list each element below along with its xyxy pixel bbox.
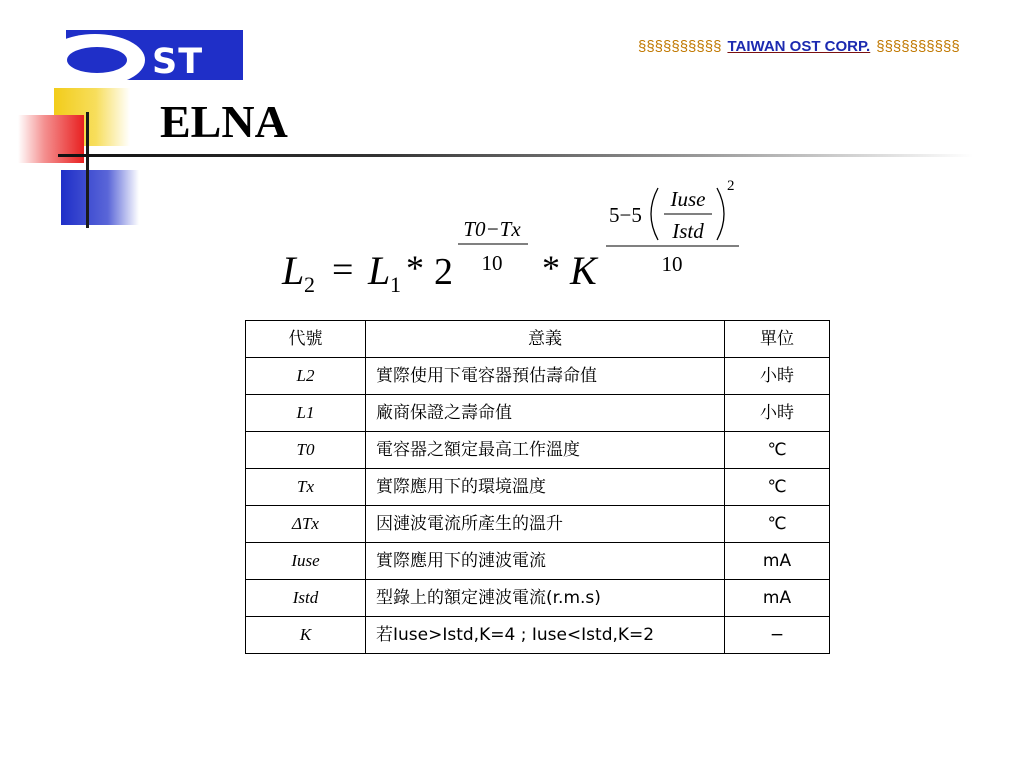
cell-unit: 小時 — [725, 358, 830, 395]
cell-code: K — [246, 617, 366, 654]
cell-meaning: 因漣波電流所產生的溫升 — [366, 506, 725, 543]
table-row — [246, 469, 830, 506]
table-row — [246, 543, 830, 580]
formula-star-2: * — [542, 248, 560, 288]
cell-unit: 小時 — [725, 395, 830, 432]
cell-code: Iuse — [246, 543, 366, 580]
cell-unit: ℃ — [725, 506, 830, 543]
cell-unit: ℃ — [725, 469, 830, 506]
table-row — [246, 617, 830, 654]
life-formula — [280, 176, 740, 296]
logo-text: ST — [152, 42, 204, 82]
company-name-link[interactable]: TAIWAN OST CORP. — [727, 38, 871, 55]
formula-two: 2 — [434, 251, 453, 293]
formula-svg — [280, 176, 740, 296]
cell-meaning: 若Iuse>Istd,K=4 ; Iuse<Istd,K=2 — [366, 617, 725, 654]
cell-unit: mA — [725, 543, 830, 580]
formula-lhs-sub: 2 — [304, 272, 315, 297]
formula-star-1: * — [406, 248, 424, 288]
section-marks-right: §§§§§§§§§§ — [876, 38, 960, 55]
cell-unit: ℃ — [725, 432, 830, 469]
formula-equals: = — [332, 249, 354, 291]
deco-blue-block — [61, 170, 139, 225]
table-row — [246, 580, 830, 617]
cell-code: T0 — [246, 432, 366, 469]
formula-exp2-prefix: 5−5 — [609, 203, 642, 227]
formula-exp1-denominator: 10 — [481, 251, 503, 275]
cell-unit: − — [725, 617, 830, 654]
cell-meaning: 實際應用下的漣波電流 — [366, 543, 725, 580]
cell-code: ΔTx — [246, 506, 366, 543]
formula-exp2-power: 2 — [727, 178, 735, 194]
header-code: 代號 — [246, 321, 366, 358]
cell-meaning: 型錄上的額定漣波電流(r.m.s) — [366, 580, 725, 617]
logo-o-center — [67, 47, 127, 73]
table-row — [246, 432, 830, 469]
formula-exp2-left-paren — [651, 188, 658, 240]
page-title: ELNA — [160, 96, 288, 147]
deco-vertical-line — [86, 112, 89, 228]
formula-base-sub: 1 — [390, 272, 401, 297]
section-marks-left: §§§§§§§§§§ — [638, 38, 722, 55]
formula-exp2-inner-numerator: Iuse — [670, 187, 706, 211]
title-underline — [58, 154, 973, 157]
cell-code: L1 — [246, 395, 366, 432]
cell-code: L2 — [246, 358, 366, 395]
formula-exp2-denominator: 10 — [661, 252, 683, 276]
formula-exp2-right-paren — [717, 188, 724, 240]
cell-meaning: 電容器之額定最高工作溫度 — [366, 432, 725, 469]
table-row — [246, 506, 830, 543]
header-meaning: 意義 — [366, 321, 725, 358]
formula-base-var: L — [368, 248, 391, 293]
cell-unit: mA — [725, 580, 830, 617]
formula-lhs-var: L — [282, 248, 305, 293]
formula-exp2-inner-denominator: Istd — [672, 219, 704, 243]
variable-table — [245, 320, 830, 654]
cell-code: Tx — [246, 469, 366, 506]
cell-meaning: 實際使用下電容器預估壽命值 — [366, 358, 725, 395]
table-row — [246, 395, 830, 432]
table-header-row — [246, 321, 830, 358]
cell-meaning: 實際應用下的環境溫度 — [366, 469, 725, 506]
cell-meaning: 廠商保證之壽命值 — [366, 395, 725, 432]
table-row — [246, 358, 830, 395]
cell-code: Istd — [246, 580, 366, 617]
header-unit: 單位 — [725, 321, 830, 358]
formula-k: K — [570, 248, 597, 293]
formula-exp1-numerator: T0−Tx — [463, 217, 521, 241]
company-header — [638, 38, 960, 55]
